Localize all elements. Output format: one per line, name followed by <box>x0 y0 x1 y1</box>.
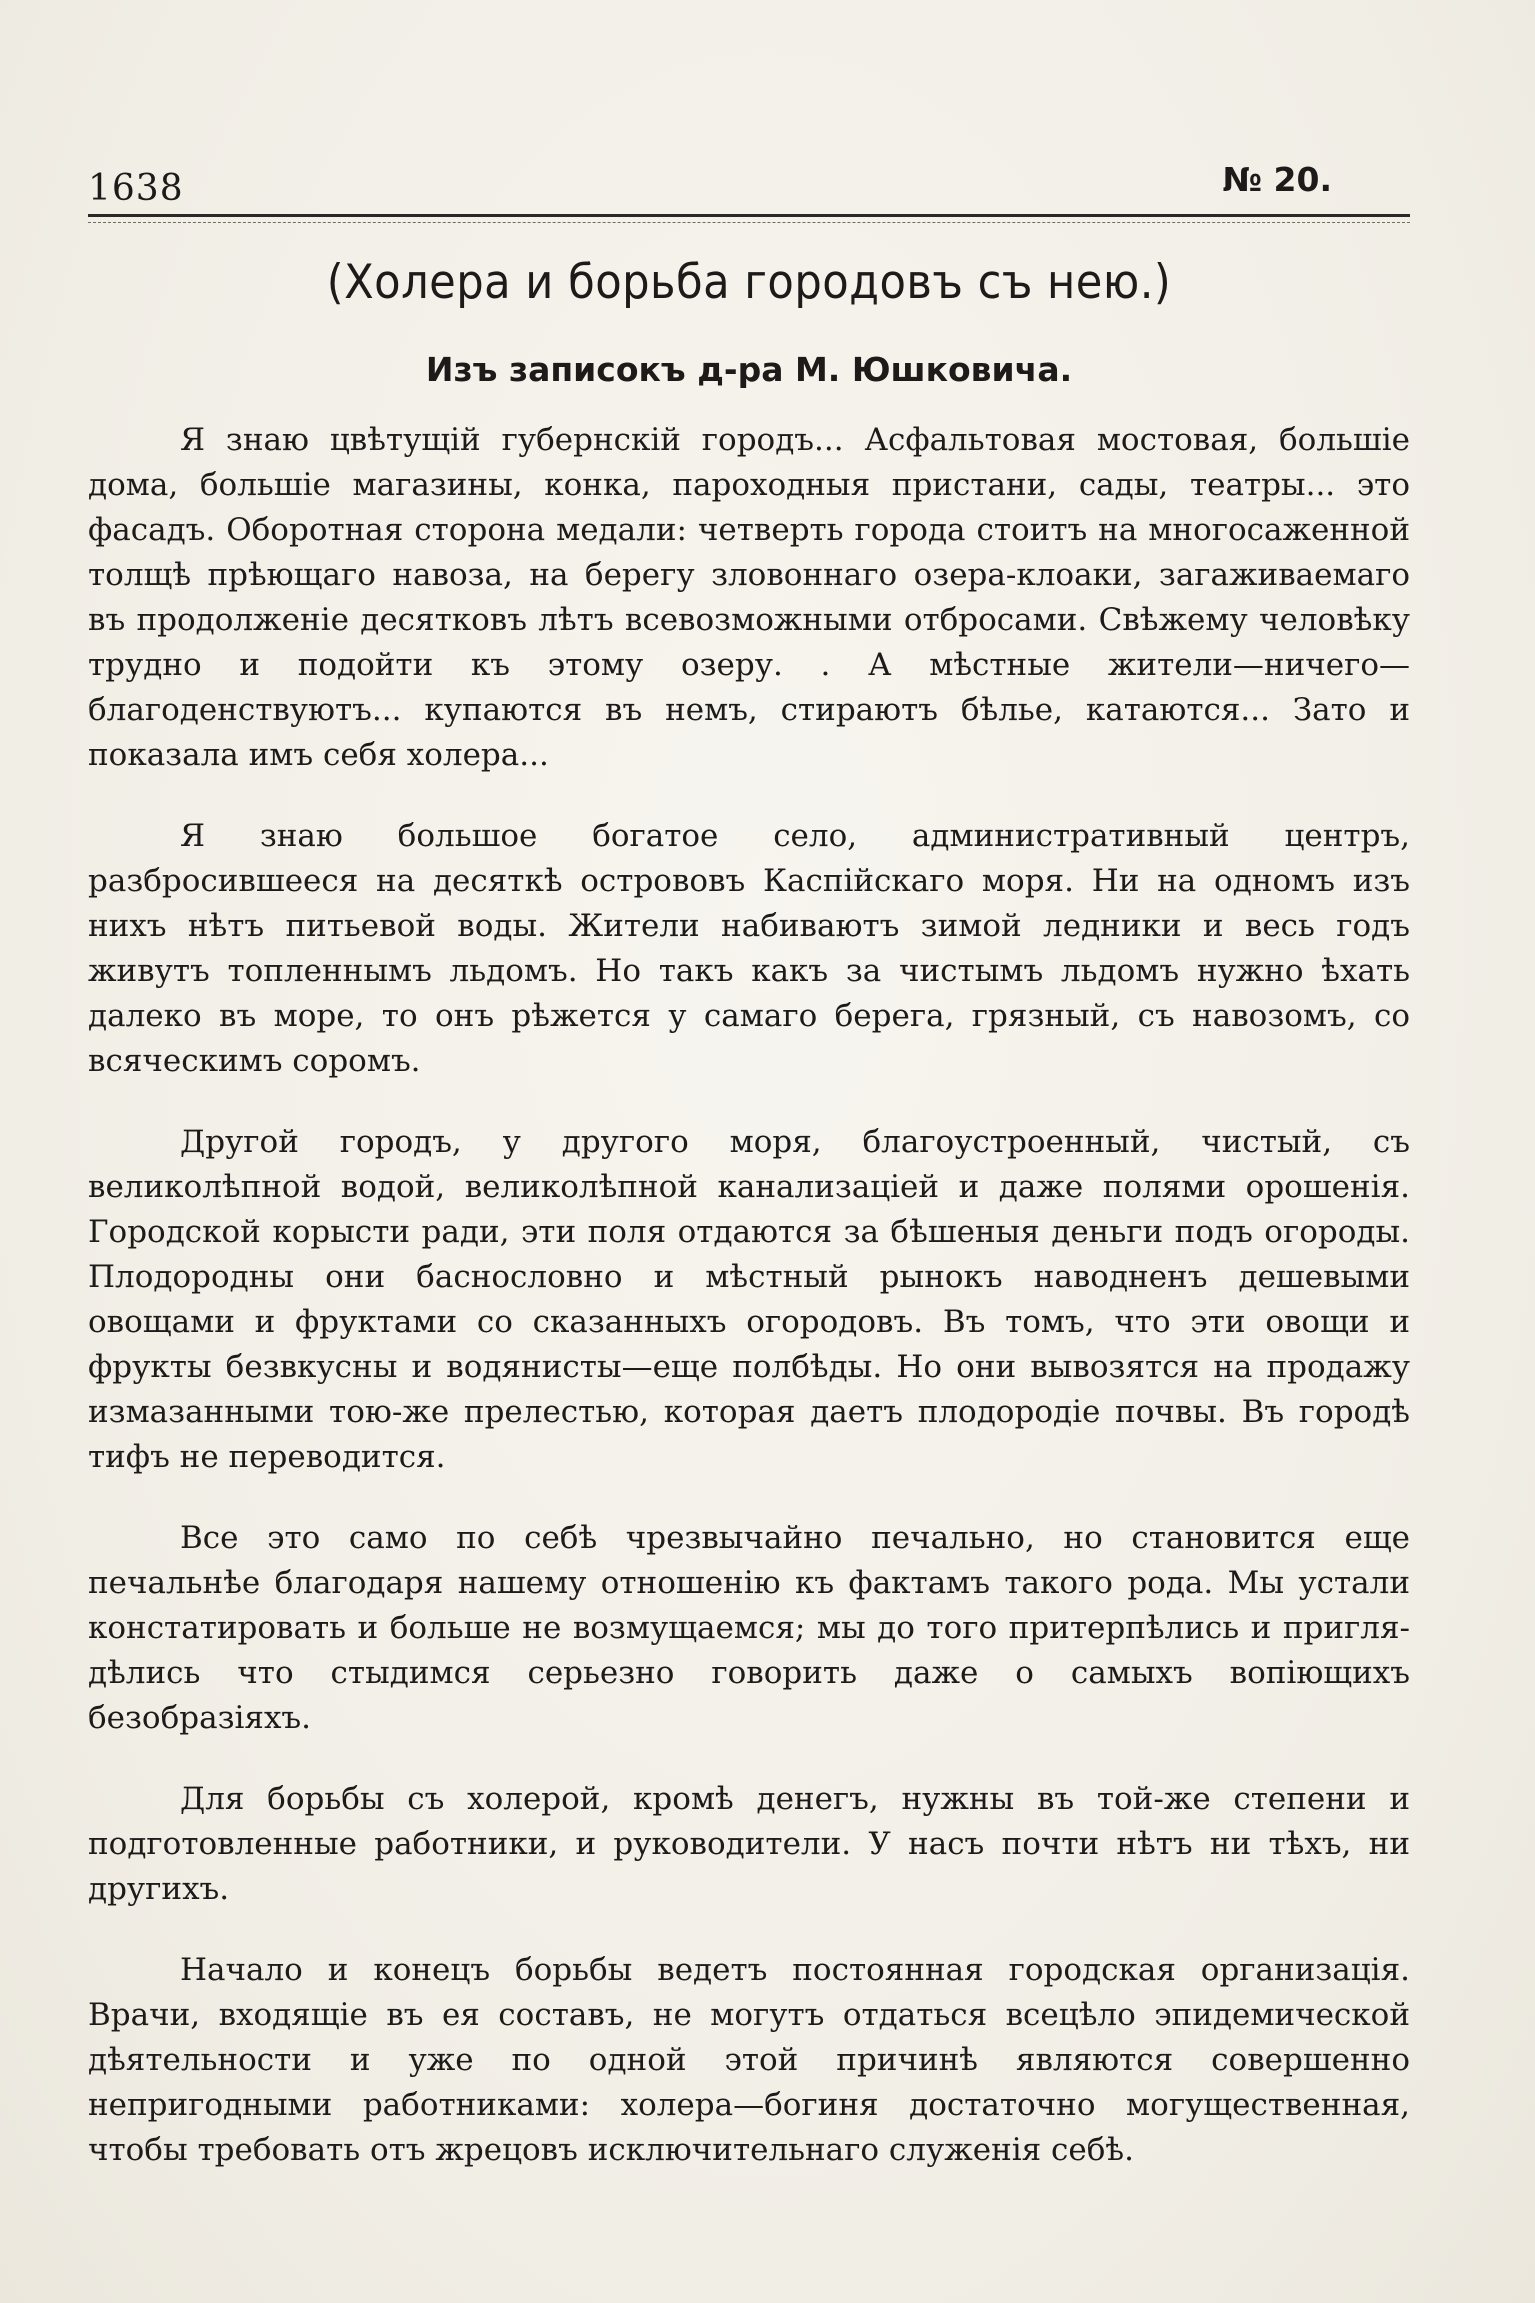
issue-number: № 20. <box>1222 160 1332 199</box>
page-number: 1638 <box>88 168 184 209</box>
paragraph-6: Начало и конецъ борьбы ведетъ постоянная городская организація. Врачи, входящіе въ ея составъ, не могутъ отдаться всецѣло эпидемической дѣятельности и уже по одной этой причинѣ являются совершенно непригодными работниками: холера—богиня достаточно могущественная, чтобы требовать отъ жрецовъ исключительнаго служенія себѣ. <box>88 1952 1410 2168</box>
header-rule-thick <box>88 214 1410 217</box>
paragraph-3: Другой городъ, у другого моря, благоустроенный, чистый, съ великолѣпной водой, великолѣпной канализаціей и даже полями орошенія. Городской корысти ради, эти поля отдаются за бѣшеныя деньги подъ огороды. Плодородны они баснословно и мѣстный рынокъ наводненъ дешевыми овощами и фруктами со сказанныхъ огородовъ. Въ томъ, что эти овощи и фрукты безвкусны и водянисты—еще полбѣды. Но они вывозятся на продажу измазанными тою-же прелестью, которая даетъ плодородіе почвы. Въ городѣ тифъ не переводится. <box>88 1124 1410 1475</box>
article-body <box>88 418 1410 2209</box>
paragraph-4: Все это само по себѣ чрезвычайно печально, но становится еще печальнѣе благодаря нашему отношенію къ фактамъ такого рода. Мы устали констатировать и больше не возмущаемся; мы до того притерпѣлись и приглядѣлись что стыдимся серьезно говорить даже о самыхъ вопіющихъ безобразіяхъ. <box>88 1520 1410 1736</box>
article-title: (Холера и борьба городовъ съ нею.) <box>326 255 1172 310</box>
header-rule <box>88 214 1410 224</box>
paragraph-1: Я знаю цвѣтущій губернскій городъ... Асфальтовая мостовая, большіе дома, большіе магазины, конка, пароходныя пристани, сады, театры... это фасадъ. Оборотная сторона медали: четверть города стоитъ на многосаженной толщѣ прѣющаго навоза, на берегу зловоннаго озера-клоаки, загаживаемаго въ продолженіе десятковъ лѣтъ всевозможными отбросами. Свѣжему человѣку трудно и подойти къ этому озеру. . А мѣстные жители—ничего—благоденствуютъ... купаются въ немъ, стираютъ бѣлье, катаются... Зато и показала имъ себя холера... <box>88 422 1410 773</box>
paragraph-2: Я знаю большое богатое село, административный центръ, разбросившееся на десяткѣ острововъ Каспійскаго моря. Ни на одномъ изъ нихъ нѣтъ питьевой воды. Жители набиваютъ зимой ледники и весь годъ живутъ топленнымъ льдомъ. Но такъ какъ за чистымъ льдомъ нужно ѣхать далеко въ море, то онъ рѣжется у самаго берега, грязный, съ навозомъ, со всяческимъ соромъ. <box>88 818 1410 1079</box>
article-subtitle: Изъ записокъ д-ра М. Юшковича. <box>425 350 1073 389</box>
header-rule-thin <box>88 222 1410 223</box>
paragraph-5: Для борьбы съ холерой, кромѣ денегъ, нужны въ той-же степени и подготовленные работники, и руководители. У насъ почти нѣтъ ни тѣхъ, ни другихъ. <box>88 1781 1410 1907</box>
page-header <box>88 160 1410 220</box>
